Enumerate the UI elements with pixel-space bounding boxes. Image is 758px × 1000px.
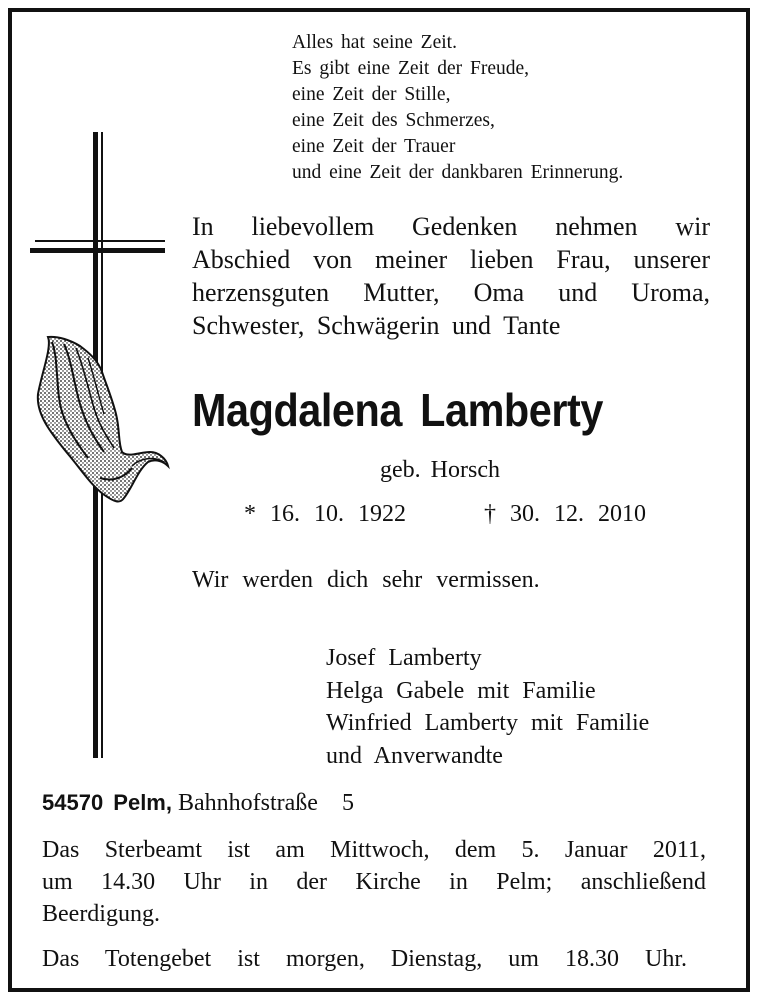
intro-text	[192, 210, 710, 342]
mourner-item: und Anverwandte	[326, 742, 503, 769]
cross-icon	[28, 132, 173, 762]
funeral-info	[42, 834, 706, 930]
farewell-text: Wir werden dich sehr vermissen.	[192, 567, 540, 593]
address-street: Bahnhofstraße 5	[177, 790, 354, 816]
intro-line: herzensguten Mutter, Oma und Uroma,	[192, 278, 710, 307]
intro-line: Schwester, Schwägerin und Tante	[192, 311, 561, 340]
quote-line: Es gibt eine Zeit der Freude,	[292, 58, 530, 79]
mourner-item: Josef Lamberty	[326, 645, 482, 671]
address-city: 54570 Pelm,	[42, 790, 172, 815]
quote-line: eine Zeit der Trauer	[292, 136, 456, 157]
mourner-item: Winfried Lamberty mit Familie	[326, 710, 650, 736]
address	[42, 788, 354, 818]
prayer-info: Das Totengebet ist morgen, Dienstag, um 18.30 Uhr.	[42, 946, 687, 972]
bible-quote	[292, 30, 623, 186]
quote-line: und eine Zeit der dankbaren Erinnerung.	[292, 162, 624, 183]
intro-line: Abschied von meiner lieben Frau, unserer	[192, 245, 710, 274]
intro-line: In liebevollem Gedenken nehmen wir	[192, 212, 710, 241]
mourners-list	[326, 642, 649, 772]
funeral-line: Das Sterbeamt ist am Mittwoch, dem 5. Januar 2011,	[42, 837, 706, 863]
funeral-line: um 14.30 Uhr in der Kirche in Pelm; anschließend	[42, 869, 706, 895]
funeral-line: Beerdigung.	[42, 901, 160, 927]
quote-line: eine Zeit der Stille,	[292, 84, 451, 105]
death-date: † 30. 12. 2010	[484, 501, 646, 527]
quote-line: Alles hat seine Zeit.	[292, 32, 457, 53]
birth-date: * 16. 10. 1922	[244, 501, 406, 527]
quote-line: eine Zeit des Schmerzes,	[292, 110, 495, 131]
maiden-name: geb. Horsch	[380, 457, 500, 483]
mourner-item: Helga Gabele mit Familie	[326, 677, 596, 704]
deceased-name: Magdalena Lamberty	[192, 384, 603, 436]
